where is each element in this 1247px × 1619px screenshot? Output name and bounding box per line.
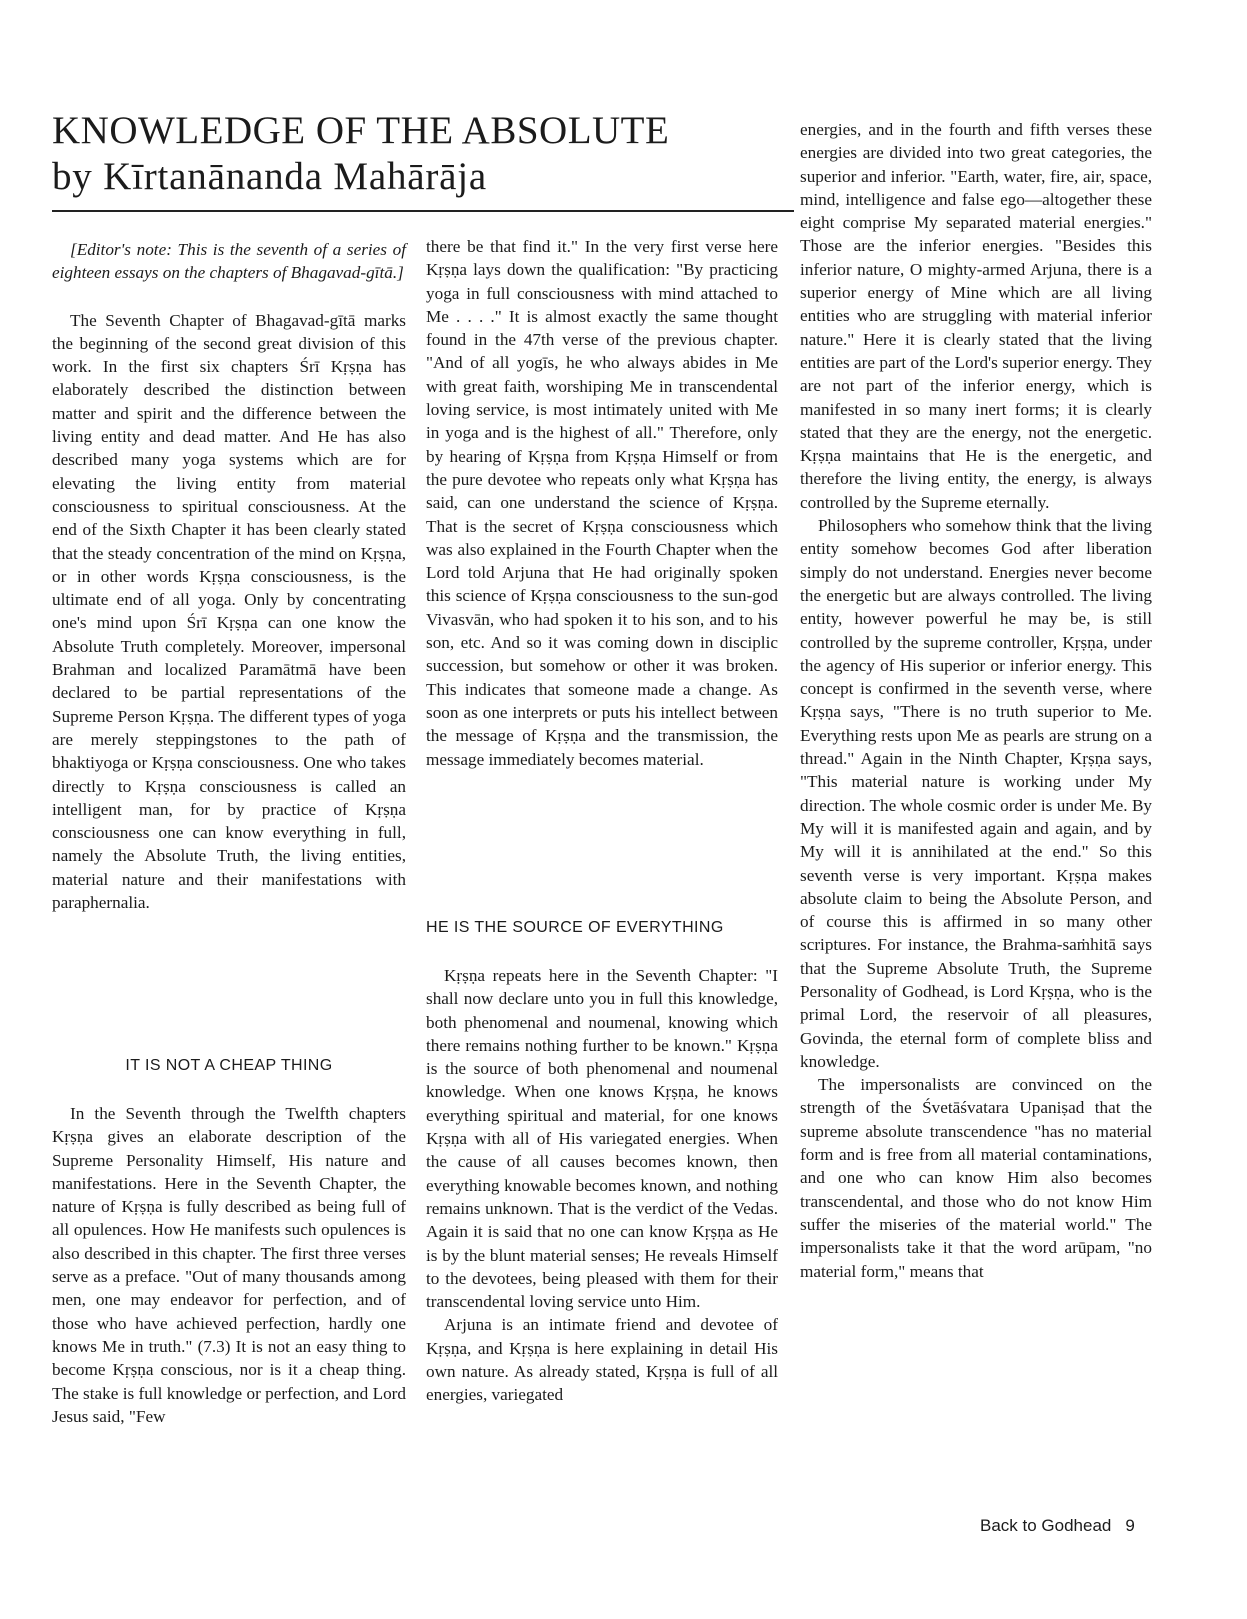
editor-note: [Editor's note: This is the seventh of a series of eighteen essays on the chapters of Bhagavad-gītā.] xyxy=(52,240,406,283)
page-number: 9 xyxy=(1125,1516,1135,1535)
paragraph: Philosophers who somehow think that the living entity somehow becomes God after liberation simply do not understand. Energies never become the energetic but are always controlled. The living entity, however powerful he may be, is still controlled by the supreme controller, Kṛṣṇa, under the agency of His superior or inferior energy. This concept is confirmed in the seventh verse, where Kṛṣṇa says, "There is no truth superior to Me. Everything rests upon Me as pearls are strung on a thread." Again in the Ninth Chapter, Kṛṣṇa says, "This material nature is working under My direction. The whole cosmic order is under Me. By My will it is manifested again and again, and by My will it is annihilated at the end." So this seventh verse is very important. Kṛṣṇa makes absolute claim to being the Absolute Person, and of course this is affirmed in so many other scriptures. For instance, the Brahma-saṁhitā says that the Supreme Absolute Truth, the Supreme Personality of Godhead, is Lord Kṛṣṇa, who is the primal Lord, the reservoir of all pleasures, Govinda, the eternal form of complete bliss and knowledge. xyxy=(800,516,1152,1071)
section-heading: HE IS THE SOURCE OF EVERYTHING xyxy=(426,919,724,936)
paragraph: energies, and in the fourth and fifth verses these energies are divided into two great categories, the superior and inferior. "Earth, water, fire, air, space, mind, intelligence and false ego—altogether these eight comprise My separated material energies." Those are the inferior energies. "Besides this inferior nature, O mighty-armed Arjuna, there is a superior energy of Mine which are all living entities who are struggling with material inferior nature." Here it is clearly stated that the living entities are part of the Lord's superior energy. They are not part of the inferior energy, which is manifested in so many inert forms; it is clearly stated that they are the energy, not the energetic. Kṛṣṇa maintains that He is the energetic, and therefore the living entity, the energy, is always controlled by the Supreme eternally. xyxy=(800,120,1152,512)
magazine-name: Back to Godhead xyxy=(980,1516,1112,1535)
paragraph: there be that find it." In the very first verse here Kṛṣṇa lays down the qualification: "By practicing yoga in full consciousness with mind attached to Me . . . ." It is almost exactly the same thought found in the 47th verse of the previous chapter. "And of all yogīs, he who always abides in Me with great faith, worshiping Me in transcendental loving service, is most intimately united with Me in yoga and is the highest of all." Therefore, only by hearing of Kṛṣṇa from Kṛṣṇa Himself or from the pure devotee who repeats only what Kṛṣṇa has said, can one understand the science of Kṛṣṇa. That is the secret of Kṛṣṇa consciousness which was also explained in the Fourth Chapter when the Lord told Arjuna that He had originally spoken this science of Kṛṣṇa consciousness to the sun-god Vivasvān, who had spoken it to his son, and to his son, etc. And so it was coming down in disciplic succession, but somehow or other it was broken. This indicates that someone made a change. As soon as one interprets or puts his intellect between the message of Kṛṣṇa and the transmission, the message immediately becomes material. xyxy=(426,237,778,769)
title-divider xyxy=(52,210,794,212)
title-byline: by Kīrtanānanda Mahārāja xyxy=(52,155,488,198)
column-1 xyxy=(52,238,406,914)
paragraph: The Seventh Chapter of Bhagavad-gītā marks the beginning of the second great division of this work. In the first six chapters Śrī Kṛṣṇa has elaborately described the distinction between matter and spirit and the difference between the living entity and dead matter. And He has also described many yoga systems which are for elevating the living entity from material consciousness to spiritual consciousness. At the end of the Sixth Chapter it has been clearly stated that the steady concentration of the mind on Kṛṣṇa, or in other words Kṛṣṇa consciousness, is the ultimate end of all yoga. Only by concentrating one's mind upon Śrī Kṛṣṇa can one know the Absolute Truth completely. Moreover, impersonal Brahman and localized Paramātmā have been declared to be partial representations of the Supreme Person Kṛṣṇa. The different types of yoga are merely steppingstones to the path of bhaktiyoga or Kṛṣṇa consciousness. One who takes directly to Kṛṣṇa consciousness is called an intelligent man, for by practice of Kṛṣṇa consciousness one can know everything in full, namely the Absolute Truth, the living entities, material nature and their manifestations with paraphernalia. xyxy=(52,310,406,913)
paragraph: The impersonalists are convinced on the strength of the Śvetāśvatara Upaniṣad that the supreme absolute transcendence "has no material form and is free from all material contaminations, and one who can know Him also becomes transcendental, and those who do not know Him suffer the miseries of the material world." The impersonalists take it that the word arūpam, "no material form," means that xyxy=(800,1075,1152,1281)
article-title xyxy=(52,108,792,200)
column-1-continued xyxy=(52,1102,406,1428)
section-heading: IT IS NOT A CHEAP THING xyxy=(125,1057,333,1074)
title-main: KNOWLEDGE OF THE ABSOLUTE xyxy=(52,109,670,152)
page-footer xyxy=(980,1516,1180,1536)
paragraph: In the Seventh through the Twelfth chapters Kṛṣṇa gives an elaborate description of the Supreme Personality Himself, His nature and manifestations. Here in the Seventh Chapter, the nature of Kṛṣṇa is fully described as being full of all opulences. How He manifests such opulences is also described in this chapter. The first three verses serve as a preface. "Out of many thousands among men, one may endeavor for perfection, and of those who have achieved perfection, hardly one knows Me in truth." (7.3) It is not an easy thing to become Kṛṣṇa conscious, nor is it a cheap thing. The stake is full knowledge or perfection, and Lord Jesus said, "Few xyxy=(52,1104,406,1426)
column-3 xyxy=(800,118,1152,1283)
column-2-continued xyxy=(426,964,778,1407)
paragraph: Arjuna is an intimate friend and devotee of Kṛṣṇa, and Kṛṣṇa is here explaining in detail His own nature. As already stated, Kṛṣṇa is full of all energies, variegated xyxy=(426,1315,778,1405)
paragraph: Kṛṣṇa repeats here in the Seventh Chapter: "I shall now declare unto you in full this knowledge, both phenomenal and noumenal, knowing which there remains nothing further to be known." Kṛṣṇa is the source of both phenomenal and noumenal knowledge. When one knows Kṛṣṇa, he knows everything spiritual and material, for one knows Kṛṣṇa with all of His variegated energies. When the cause of all causes becomes known, then everything knowable becomes known, and nothing remains unknown. That is the verdict of the Vedas. Again it is said that no one can know Kṛṣṇa as He is by the blunt material senses; He reveals Himself to the devotees, being pleased with them for their transcendental loving service unto Him. xyxy=(426,966,778,1312)
column-2 xyxy=(426,235,778,771)
